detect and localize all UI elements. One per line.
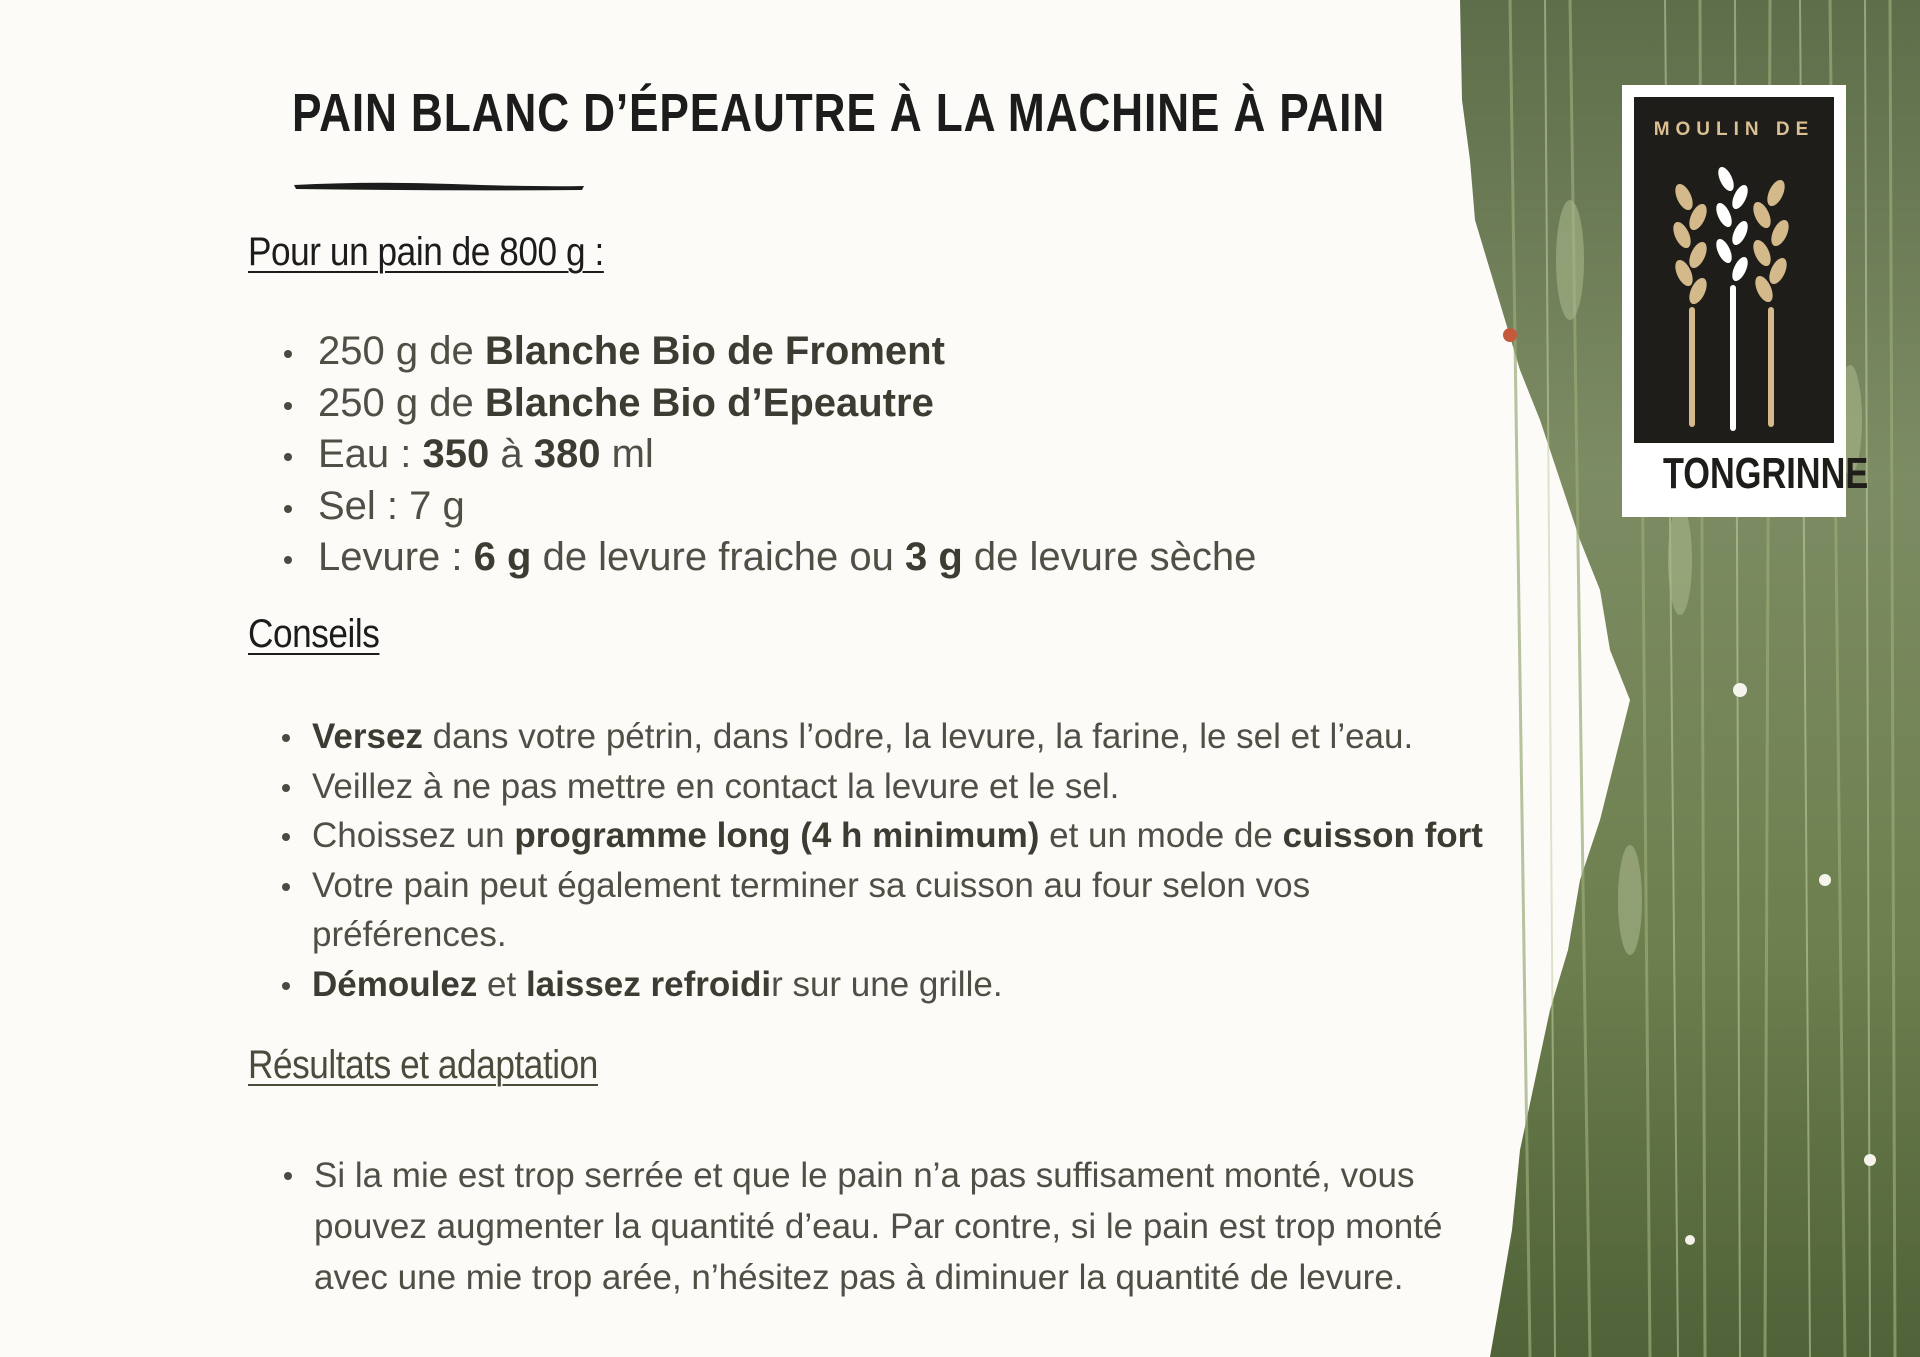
- results-list: [314, 1150, 1442, 1303]
- ingredients-heading: Pour un pain de 800 g :: [248, 230, 604, 274]
- list-item: 250 g de Blanche Bio d’Epeautre: [318, 378, 1256, 430]
- recipe-title: PAIN BLANC D’ÉPEAUTRE À LA MACHINE À PAIN: [292, 83, 1386, 143]
- conseils-heading: Conseils: [248, 612, 380, 656]
- moulin-de-tongrinne-logo: [1622, 85, 1869, 517]
- list-item: Versez dans votre pétrin, dans l’odre, la levure, la farine, le sel et l’eau.: [312, 712, 1483, 762]
- list-item: Démoulez et laissez refroidir sur une grille.: [312, 960, 1483, 1010]
- brush-underline: [292, 180, 586, 192]
- list-item: Eau : 350 à 380 ml: [318, 429, 1256, 481]
- list-item: Votre pain peut également terminer sa cuisson au four selon vos préférences.: [312, 861, 1483, 960]
- list-item: 250 g de Blanche Bio de Froment: [318, 326, 1256, 378]
- conseils-list: [312, 712, 1483, 1009]
- list-item: Si la mie est trop serrée et que le pain n’a pas suffisament monté, vous pouvez augmenter la quantité d’eau. Par contre, si le pain est trop monté avec une mie trop arée, n’hésitez pas à diminuer la quantité de levure.: [314, 1150, 1442, 1303]
- list-item: Choissez un programme long (4 h minimum) et un mode de cuisson fort: [312, 811, 1483, 861]
- list-item: Levure : 6 g de levure fraiche ou 3 g de levure sèche: [318, 532, 1256, 584]
- ingredients-list: [318, 326, 1256, 584]
- logo-top-text: MOULIN DE: [1653, 119, 1815, 140]
- logo-bottom-text: TONGRINNE: [1634, 443, 1834, 505]
- list-item: Veillez à ne pas mettre en contact la levure et le sel.: [312, 762, 1483, 812]
- wheat-icon: [1634, 157, 1834, 443]
- results-heading: Résultats et adaptation: [248, 1043, 598, 1087]
- list-item: Sel : 7 g: [318, 481, 1256, 533]
